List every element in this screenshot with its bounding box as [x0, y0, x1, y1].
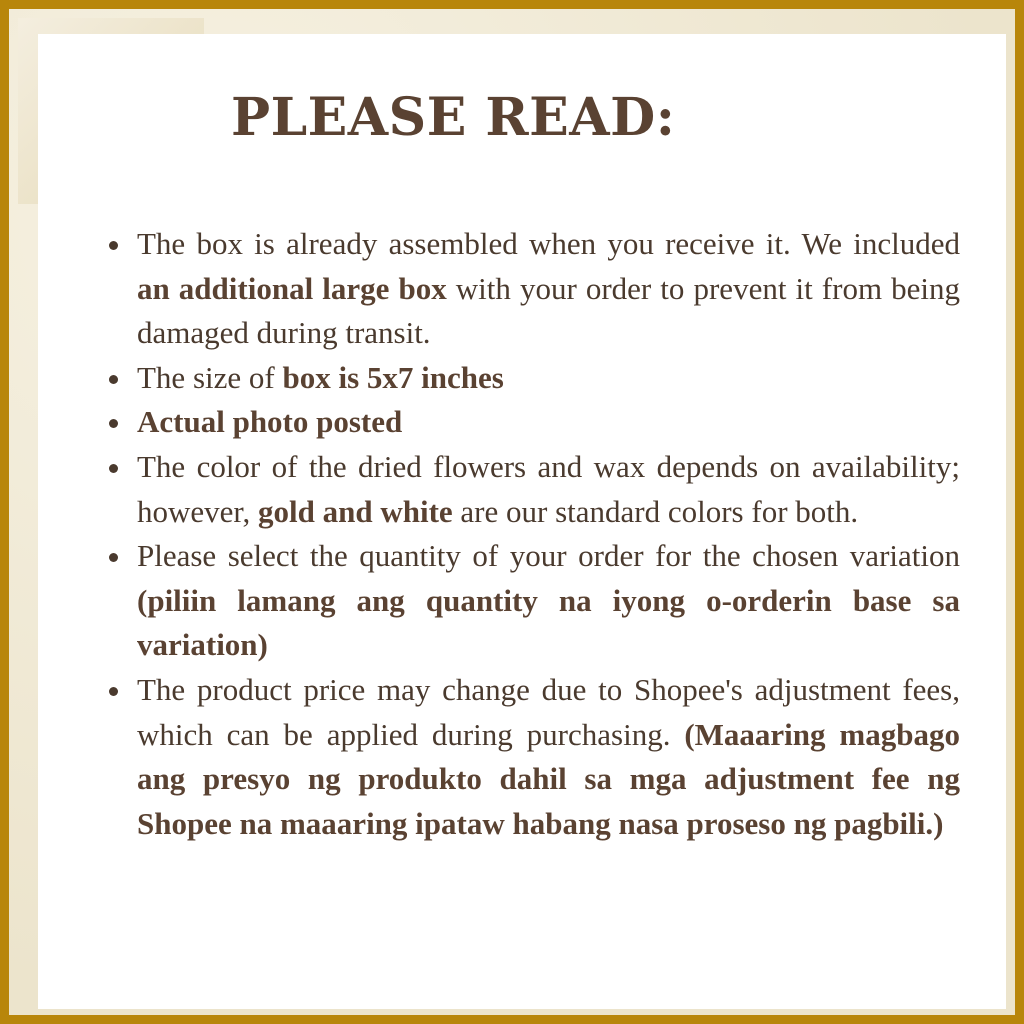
page-title: PLEASE READ:	[231, 87, 676, 148]
bullet-icon	[109, 687, 118, 696]
bullet-icon	[109, 464, 118, 473]
list-item: The size of box is 5x7 inches	[137, 356, 960, 401]
list-item: Please select the quantity of your order for the chosen variation (piliin lamang ang quantity na iyong o-orderin base sa variation)	[137, 534, 960, 668]
list-item: The box is already assembled when you receive it. We included an additional large box with your order to prevent it from being damaged during transit.	[137, 222, 960, 356]
bullet-icon	[109, 375, 118, 384]
list-item: Actual photo posted	[137, 400, 960, 445]
bullet-icon	[109, 241, 118, 250]
list-item: The color of the dried flowers and wax depends on availability; however, gold and white are our standard colors for both.	[137, 445, 960, 534]
info-list	[137, 222, 960, 846]
list-item: The product price may change due to Shopee's adjustment fees, which can be applied during purchasing. (Maaaring magbago ang presyo ng produkto dahil sa mga adjustment fee ng Shopee na maaaring ipataw habang nasa proseso ng pagbili.)	[137, 668, 960, 846]
